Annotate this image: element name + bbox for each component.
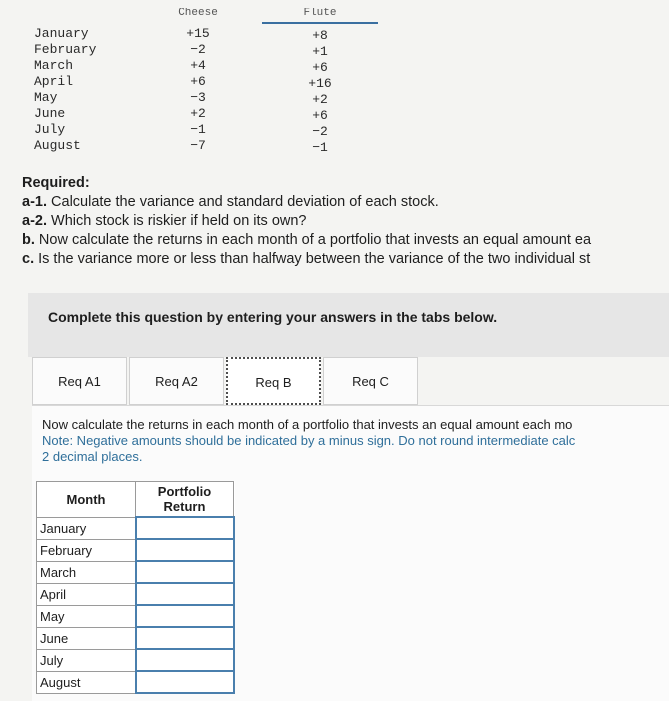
portfolio-return-header-line2: Return xyxy=(163,499,206,514)
required-item-label: a-1. xyxy=(22,194,47,210)
cheese-value: +15 xyxy=(186,26,210,41)
prompt-text: Now calculate the returns in each month of a portfolio that invests an equal amount each mo xyxy=(42,417,573,432)
portfolio-return-column-header xyxy=(136,482,234,518)
portfolio-return-input-april[interactable] xyxy=(137,584,233,604)
required-item-label: b. xyxy=(22,232,35,248)
portfolio-return-input-march[interactable] xyxy=(137,562,233,582)
flute-value: +6 xyxy=(312,108,328,123)
portfolio-return-input-february[interactable] xyxy=(137,540,233,560)
table-row xyxy=(37,539,234,561)
required-heading: Required: xyxy=(22,175,90,191)
month-label: April xyxy=(34,74,74,89)
table-row xyxy=(37,627,234,649)
flute-value: −2 xyxy=(312,124,328,139)
month-cell: August xyxy=(37,671,136,693)
prompt-note-continued: 2 decimal places. xyxy=(42,449,143,464)
tab-req-b[interactable]: Req B xyxy=(226,357,321,405)
table-row xyxy=(37,605,234,627)
table-row xyxy=(37,561,234,583)
month-cell: February xyxy=(37,539,136,561)
required-item-text: Is the variance more or less than halfway between the variance of the two individual st xyxy=(34,251,591,267)
cheese-value: −3 xyxy=(190,90,206,105)
month-label: January xyxy=(34,26,89,41)
cheese-header: Cheese xyxy=(178,8,218,19)
instructions-text: Complete this question by entering your answers in the tabs below. xyxy=(48,309,498,325)
instructions-box xyxy=(28,293,669,357)
month-label: July xyxy=(34,122,66,137)
cheese-value: −7 xyxy=(190,138,206,153)
flute-value: −1 xyxy=(312,140,328,155)
cheese-value: +2 xyxy=(190,106,206,121)
table-row xyxy=(37,517,234,539)
cheese-value: −2 xyxy=(190,42,206,57)
required-item-b xyxy=(22,231,591,250)
tab-bar xyxy=(32,357,422,407)
portfolio-return-input-august[interactable] xyxy=(137,672,233,692)
flute-value: +2 xyxy=(312,92,328,107)
cheese-value: −1 xyxy=(190,122,206,137)
required-item-a2 xyxy=(22,212,591,231)
required-item-text: Which stock is riskier if held on its own? xyxy=(47,213,307,229)
tab-req-a2[interactable]: Req A2 xyxy=(129,357,224,405)
cheese-value: +6 xyxy=(190,74,206,89)
tab-req-a1[interactable]: Req A1 xyxy=(32,357,127,405)
portfolio-return-input-january[interactable] xyxy=(137,518,233,538)
portfolio-return-input-july[interactable] xyxy=(137,650,233,670)
portfolio-return-table xyxy=(36,481,235,694)
month-cell: April xyxy=(37,583,136,605)
prompt-note: Note: Negative amounts should be indicated by a minus sign. Do not round intermediate calc xyxy=(42,433,576,448)
flute-value: +6 xyxy=(312,60,328,75)
month-label: June xyxy=(34,106,66,121)
cheese-value: +4 xyxy=(190,58,206,73)
required-item-text: Now calculate the returns in each month of a portfolio that invests an equal amount ea xyxy=(34,232,592,248)
month-label: March xyxy=(34,58,74,73)
month-column xyxy=(34,26,96,154)
flute-value: +16 xyxy=(308,76,332,91)
table-row xyxy=(37,649,234,671)
flute-value: +8 xyxy=(312,28,328,43)
month-label: May xyxy=(34,90,58,105)
cheese-column xyxy=(158,8,238,154)
portfolio-return-input-may[interactable] xyxy=(137,606,233,626)
month-cell: May xyxy=(37,605,136,627)
question-prompt xyxy=(42,417,575,465)
portfolio-return-header-line1: Portfolio xyxy=(157,484,212,499)
month-cell: March xyxy=(37,561,136,583)
required-item-c xyxy=(22,250,591,269)
required-section xyxy=(22,174,591,269)
portfolio-return-input-june[interactable] xyxy=(137,628,233,648)
month-column-header: Month xyxy=(37,482,136,518)
flute-header: Flute xyxy=(262,8,378,24)
month-label: February xyxy=(34,42,97,57)
table-row xyxy=(37,583,234,605)
required-item-label: c. xyxy=(22,251,35,267)
table-row xyxy=(37,671,234,693)
flute-value: +1 xyxy=(312,44,328,59)
month-cell: January xyxy=(37,517,136,539)
required-item-a1 xyxy=(22,193,591,212)
month-cell: June xyxy=(37,627,136,649)
month-label: August xyxy=(34,138,81,153)
flute-column xyxy=(262,8,378,156)
month-cell: July xyxy=(37,649,136,671)
required-item-text: Calculate the variance and standard deviation of each stock. xyxy=(47,194,439,210)
tab-req-c[interactable]: Req C xyxy=(323,357,418,405)
required-item-label: a-2. xyxy=(22,213,47,229)
